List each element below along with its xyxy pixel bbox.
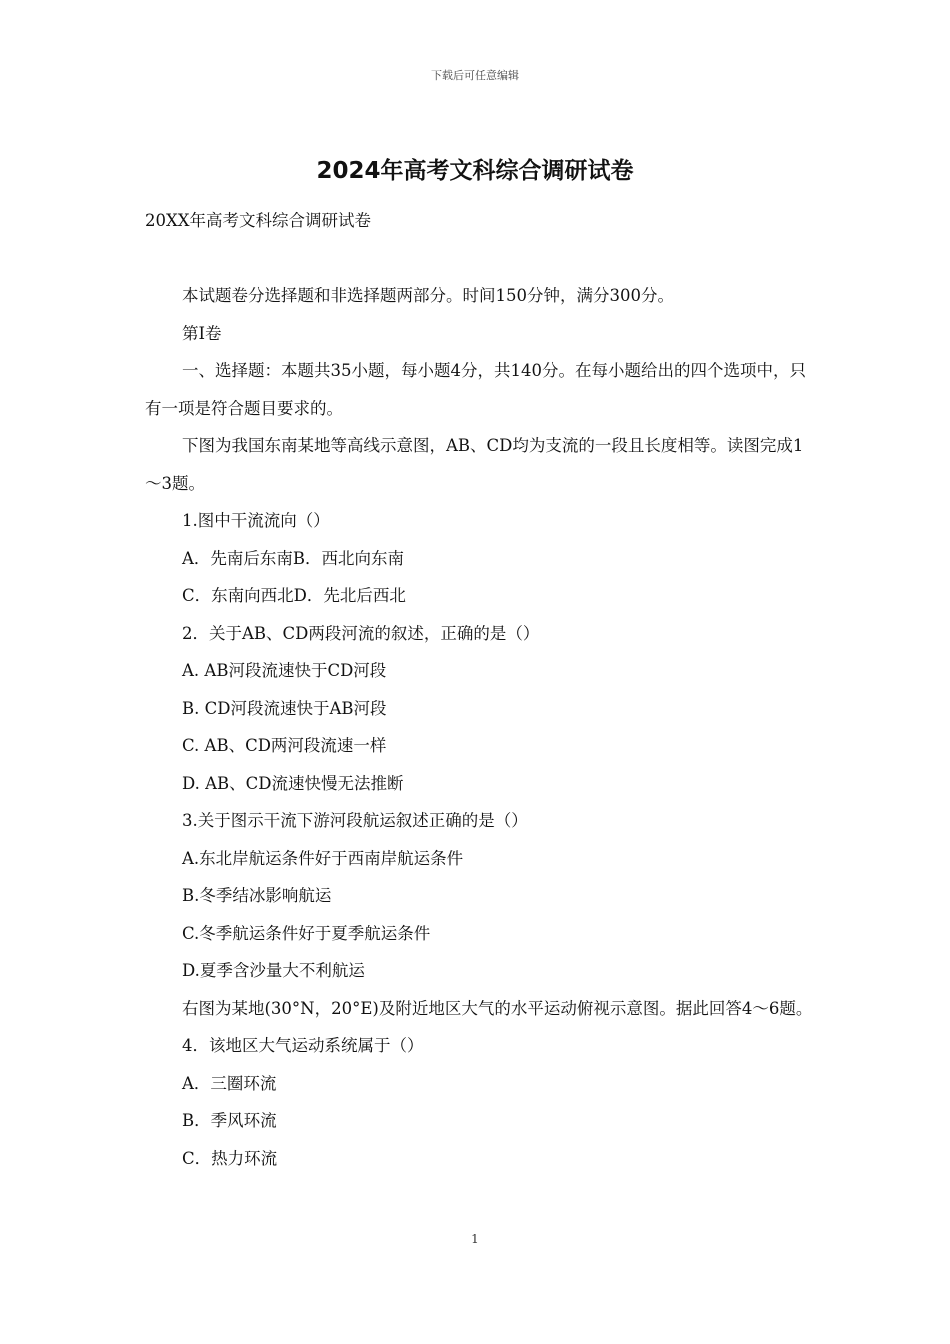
document-body [145,202,813,1177]
question-2: 2．关于AB、CD两段河流的叙述，正确的是（） [182,623,540,643]
paragraph-section: 第Ⅰ卷 [182,323,222,343]
question-2-option-a: A. AB河段流速快于CD河段 [182,661,387,680]
question-3-option-b: B.冬季结冰影响航运 [182,886,332,905]
question-2-option-d: D. AB、CD流速快慢无法推断 [182,773,404,793]
question-3-option-d: D.夏季含沙量大不利航运 [182,961,365,980]
question-4-option-a: A．三圈环流 [182,1073,277,1093]
question-4-option-c: C．热力环流 [182,1148,278,1168]
question-2-option-b: B. CD河段流速快于AB河段 [182,698,387,718]
question-3-option-a: A.东北岸航运条件好于西南岸航运条件 [182,848,464,868]
document-title: 2024年高考文科综合调研试卷 [316,158,634,184]
paragraph-figure-intro-2: 右图为某地(30°N，20°E)及附近地区大气的水平运动俯视示意图。据此回答4～6题。 [182,998,813,1018]
question-3: 3.关于图示干流下游河段航运叙述正确的是（） [182,811,528,830]
document-subtitle: 20XX年高考文科综合调研试卷 [145,211,371,230]
question-4: 4．该地区大气运动系统属于（） [182,1036,424,1055]
page-number: 1 [471,1232,479,1246]
question-1: 1.图中干流流向（） [182,511,330,530]
paragraph-figure-intro-1: 下图为我国东南某地等高线示意图，AB、CD均为支流的一段且长度相等。读图完成1～3题。 [145,436,804,493]
question-1-options-ab: A．先南后东南B．西北向东南 [182,548,405,568]
question-1-options-cd: C．东南向西北D．先北后西北 [182,586,406,605]
page-header: 下载后可任意编辑 [431,69,519,82]
paragraph-intro: 本试题卷分选择题和非选择题两部分。时间150分钟，满分300分。 [182,286,674,305]
paragraph-instructions: 一、选择题：本题共35小题，每小题4分，共140分。在每小题给出的四个选项中，只有一项是符合题目要求的。 [145,361,806,418]
question-3-option-c: C.冬季航运条件好于夏季航运条件 [182,923,431,943]
question-4-option-b: B．季风环流 [182,1111,277,1130]
question-2-option-c: C. AB、CD两河段流速一样 [182,736,387,755]
